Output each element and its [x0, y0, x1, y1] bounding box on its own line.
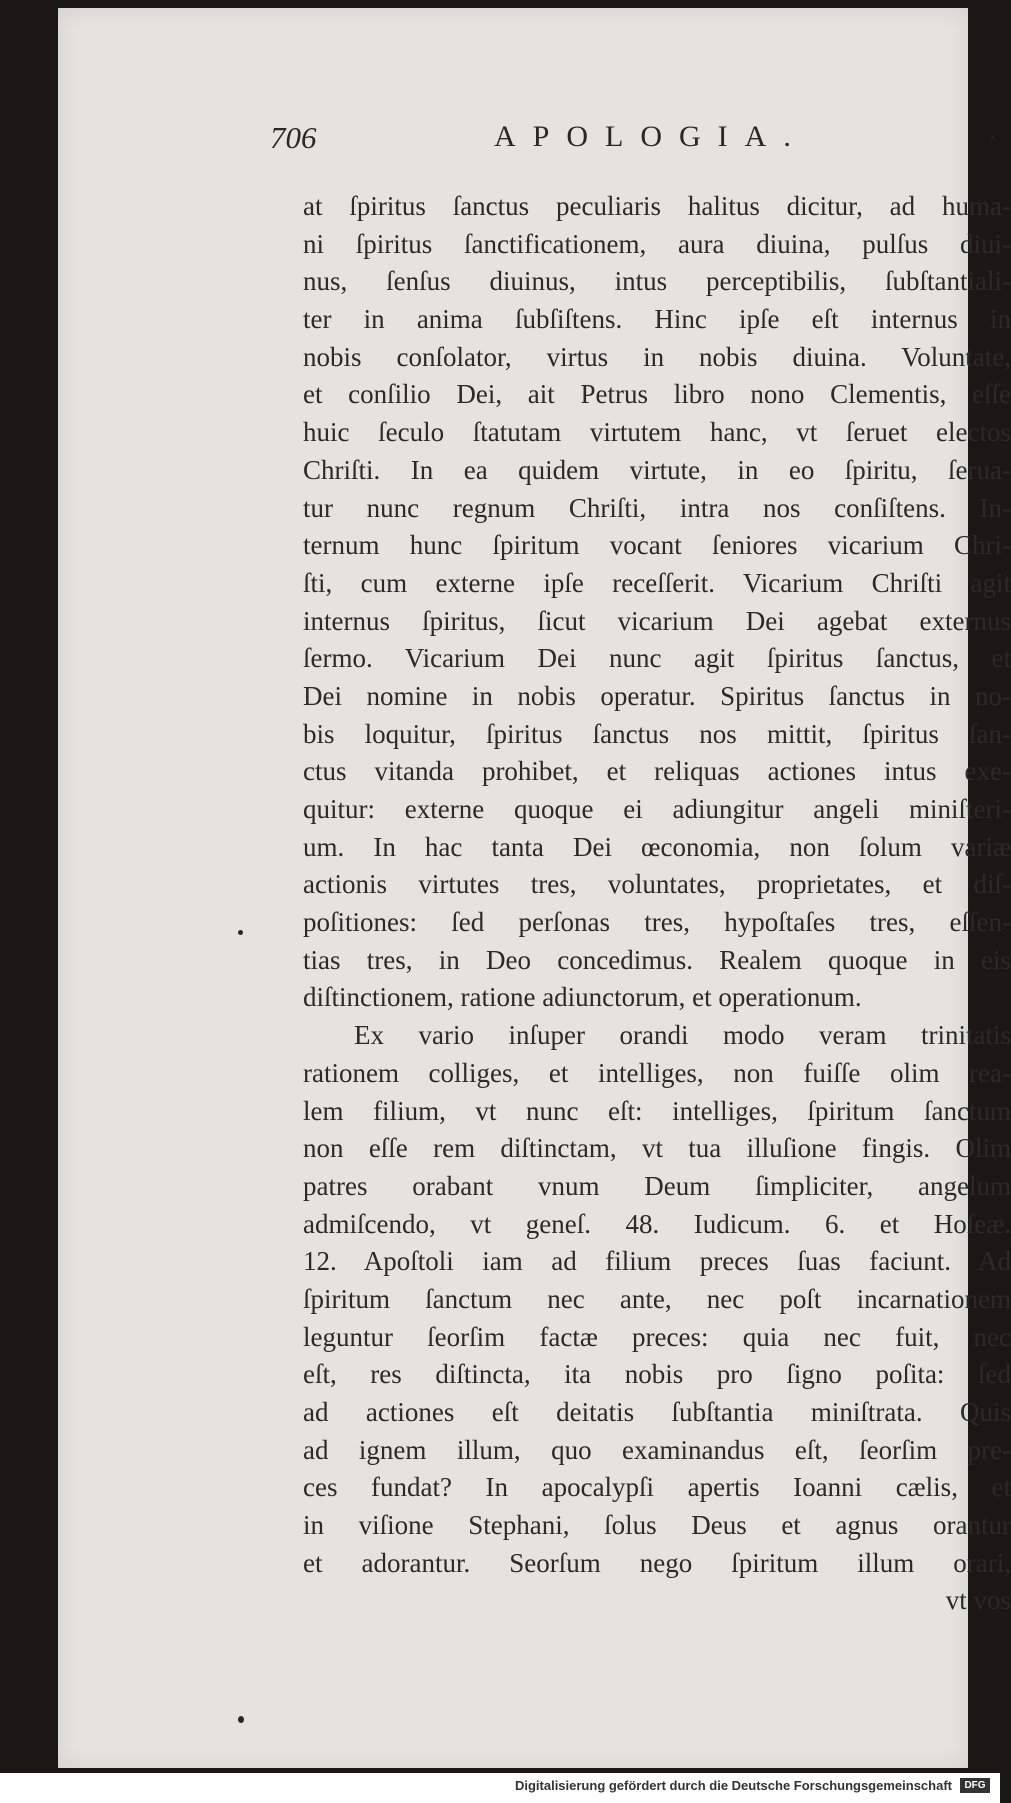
text-line: diſtinctionem, ratione adiunctorum, et operationum.	[303, 982, 862, 1013]
text-line: nobis conſolator, virtus in nobis diuina. Voluntate,	[303, 341, 1011, 372]
text-line: ſti, cum externe ipſe receſſerit. Vicarium Chriſti agit	[303, 567, 1011, 598]
text-line: Chriſti. In ea quidem virtute, in eo ſpiritu, ſerua-	[303, 454, 1011, 485]
ink-speck	[991, 136, 994, 139]
digitization-note: Digitalisierung gefördert durch die Deutsche Forschungsgemeinschaft	[514, 1778, 952, 1793]
text-line: in viſione Stephani, ſolus Deus et agnus orantur	[303, 1510, 1011, 1541]
body-text	[303, 188, 1011, 1620]
text-line: rationem colliges, et intelliges, non fuiſſe olim rea-	[303, 1057, 1011, 1088]
paragraph-start-line: Ex vario inſuper orandi modo veram trinitatis	[354, 1020, 1011, 1051]
text-line: ad actiones eſt deitatis ſubſtantia miniſtrata. Quis	[303, 1397, 1011, 1427]
text-line: um. In hac tanta Dei œconomia, non ſolum variæ	[303, 831, 1011, 862]
text-line: nus, ſenſus diuinus, intus perceptibilis, ſubſtantiali-	[303, 266, 1011, 297]
text-line: ces fundat? In apocalypſi apertis Ioanni cælis, et	[303, 1472, 1011, 1503]
text-line: Dei nomine in nobis operatur. Spiritus ſanctus in no-	[303, 680, 1011, 711]
text-line: actionis virtutes tres, voluntates, proprietates, et diſ-	[303, 869, 1011, 900]
text-line: tias tres, in Deo concedimus. Realem quoque in eis	[303, 944, 1011, 975]
text-line: ternum hunc ſpiritum vocant ſeniores vicarium Chri-	[303, 530, 1011, 561]
dfg-logo: DFG	[960, 1778, 990, 1793]
book-page	[58, 8, 1011, 1768]
text-line: lem filium, vt nunc eſt: intelliges, ſpiritum ſanctum	[303, 1095, 1011, 1126]
text-line: internus ſpiritus, ſicut vicarium Dei agebat externus	[303, 605, 1011, 636]
ink-speck	[238, 1716, 244, 1723]
text-line: ter in anima ſubſiſtens. Hinc ipſe eſt internus in	[303, 304, 1011, 335]
text-line: ſermo. Vicarium Dei nunc agit ſpiritus ſanctus, et	[303, 643, 1011, 674]
text-line: admiſcendo, vt geneſ. 48. Iudicum. 6. et Hoſeæ.	[303, 1208, 1011, 1239]
page-number: 706	[270, 120, 317, 155]
catchword: vt vos	[945, 1585, 1011, 1616]
text-line: tur nunc regnum Chriſti, intra nos conſiſtens. In-	[303, 492, 1011, 523]
text-line: ſpiritum ſanctum nec ante, nec poſt incarnationem	[303, 1283, 1011, 1314]
text-line: bis loquitur, ſpiritus ſanctus nos mittit, ſpiritus ſan-	[303, 718, 1011, 749]
text-line: 12. Apoſtoli iam ad filium preces ſuas faciunt. Ad	[303, 1246, 1011, 1277]
text-line: patres orabant vnum Deum ſimpliciter, angelum	[303, 1170, 1011, 1201]
text-line: huic ſeculo ſtatutam virtutem hanc, vt ſeruet electos	[303, 417, 1011, 448]
text-line: poſitiones: ſed perſonas tres, hypoſtaſes tres, eſſen-	[303, 907, 1011, 938]
text-line: et adorantur. Seorſum nego ſpiritum illum orari,	[303, 1547, 1011, 1578]
ink-speck	[238, 930, 243, 935]
text-line: et conſilio Dei, ait Petrus libro nono Clementis, eſſe	[303, 379, 1011, 410]
text-line: non eſſe rem diſtinctam, vt tua illuſione fingis. Olim	[303, 1133, 1011, 1164]
text-line: ad ignem illum, quo examinandus eſt, ſeorſim pre-	[303, 1434, 1011, 1465]
text-line: leguntur ſeorſim factæ preces: quia nec fuit, nec	[303, 1321, 1011, 1352]
text-line: eſt, res diſtincta, ita nobis pro ſigno poſita: ſed	[303, 1359, 1011, 1390]
text-line: ni ſpiritus ſanctificationem, aura diuina, pulſus diui-	[303, 228, 1011, 259]
text-line: at ſpiritus ſanctus peculiaris halitus dicitur, ad huma-	[303, 191, 1011, 221]
text-line: ctus vitanda prohibet, et reliquas actiones intus exe-	[303, 756, 1011, 787]
running-head: APOLOGIA.	[494, 120, 808, 153]
text-line: quitur: externe quoque ei adiungitur angeli miniſteri-	[303, 794, 1011, 824]
